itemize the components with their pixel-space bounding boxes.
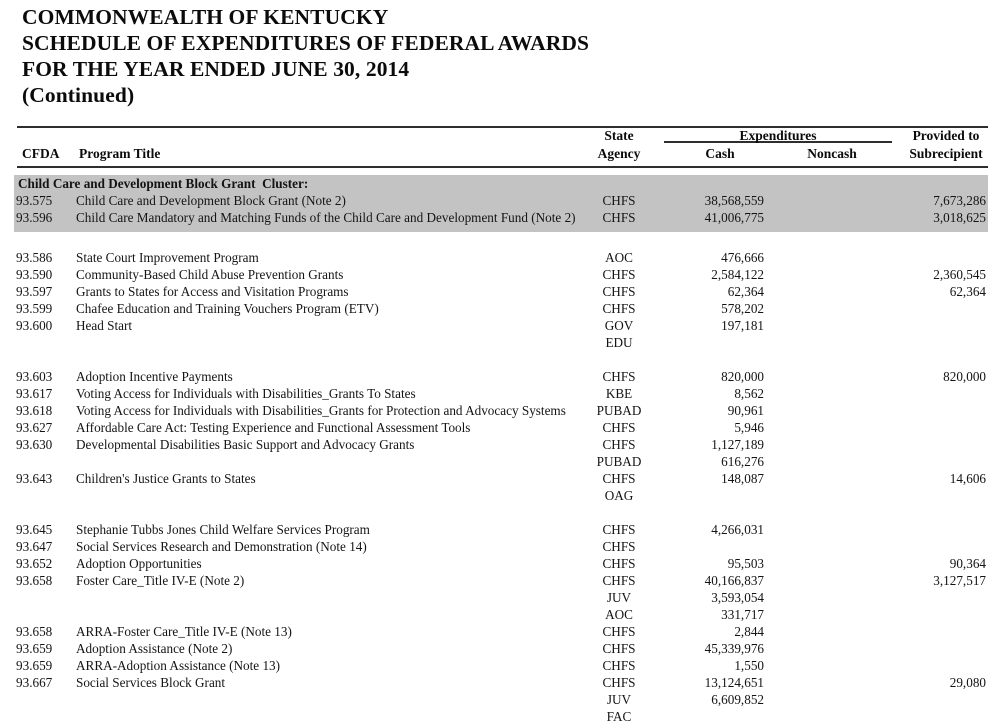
table-row <box>0 209 1002 226</box>
cell-cash: 8,562 <box>734 386 764 401</box>
cell-cfda: 93.603 <box>16 369 53 384</box>
column-header-provided-to: Provided to <box>912 128 980 143</box>
column-header-expenditures: Expenditures <box>739 128 817 143</box>
table-row <box>0 419 1002 436</box>
column-header-cfda: CFDA <box>22 146 60 161</box>
cell-cfda: 93.617 <box>16 386 53 401</box>
cell-cfda: 93.647 <box>16 539 53 554</box>
table-row <box>0 249 1002 266</box>
cell-state-agency: PUBAD <box>596 454 642 469</box>
column-header-cash: Cash <box>705 146 735 161</box>
table-row <box>0 555 1002 572</box>
cell-program-title: Affordable Care Act: Testing Experience and Functional Assessment Tools <box>76 420 471 435</box>
cell-state-agency: CHFS <box>602 573 636 588</box>
cell-state-agency: CHFS <box>602 193 636 208</box>
cell-cfda: 93.600 <box>16 318 53 333</box>
cell-provided-to-subrecipient: 3,127,517 <box>933 573 986 588</box>
cell-cash: 197,181 <box>721 318 764 333</box>
cell-provided-to-subrecipient: 820,000 <box>943 369 986 384</box>
cell-cfda: 93.596 <box>16 210 53 225</box>
cell-state-agency: CHFS <box>602 641 636 656</box>
cell-cfda: 93.586 <box>16 250 53 265</box>
title-line-3: FOR THE YEAR ENDED JUNE 30, 2014 <box>22 57 410 81</box>
cell-cash: 148,087 <box>721 471 764 486</box>
cell-cfda: 93.652 <box>16 556 53 571</box>
cell-state-agency: CHFS <box>602 284 636 299</box>
table-row <box>0 453 1002 470</box>
cell-program-title: Community-Based Child Abuse Prevention Grants <box>76 267 344 282</box>
cell-program-title: ARRA-Foster Care_Title IV-E (Note 13) <box>76 624 292 639</box>
table-row <box>0 402 1002 419</box>
cell-state-agency: CHFS <box>602 522 636 537</box>
cell-program-title: Adoption Incentive Payments <box>76 369 233 384</box>
cell-cash: 45,339,976 <box>704 641 764 656</box>
cell-state-agency: AOC <box>605 607 633 622</box>
table-row <box>0 385 1002 402</box>
table-row <box>0 317 1002 334</box>
table-row <box>0 606 1002 623</box>
cell-state-agency: OAG <box>604 488 634 503</box>
cell-provided-to-subrecipient: 2,360,545 <box>933 267 986 282</box>
cell-cfda: 93.658 <box>16 624 53 639</box>
cell-program-title: Grants to States for Access and Visitation Programs <box>76 284 349 299</box>
table-row <box>0 589 1002 606</box>
column-header-noncash: Noncash <box>807 146 857 161</box>
cell-cfda: 93.590 <box>16 267 53 282</box>
cell-program-title: Head Start <box>76 318 133 333</box>
table-row <box>0 538 1002 555</box>
cell-program-title: Developmental Disabilities Basic Support and Advocacy Grants <box>76 437 415 452</box>
title-line-2: SCHEDULE OF EXPENDITURES OF FEDERAL AWARDS <box>22 31 590 55</box>
cell-state-agency: CHFS <box>602 437 636 452</box>
cell-cash: 13,124,651 <box>704 675 764 690</box>
cell-program-title: Child Care Mandatory and Matching Funds of the Child Care and Development Fund (Note 2) <box>76 210 576 225</box>
cell-program-title: Foster Care_Title IV-E (Note 2) <box>76 573 245 588</box>
table-row <box>0 708 1002 725</box>
table-row <box>0 283 1002 300</box>
table-row <box>0 623 1002 640</box>
cell-state-agency: CHFS <box>602 301 636 316</box>
table-row <box>0 657 1002 674</box>
table-row <box>0 674 1002 691</box>
cell-cash: 4,266,031 <box>711 522 764 537</box>
cell-provided-to-subrecipient: 7,673,286 <box>933 193 986 208</box>
title-line-1: COMMONWEALTH OF KENTUCKY <box>22 5 389 29</box>
table-row <box>0 640 1002 657</box>
cell-cfda: 93.667 <box>16 675 53 690</box>
cell-program-title: ARRA-Adoption Assistance (Note 13) <box>76 658 281 673</box>
cell-state-agency: CHFS <box>602 471 636 486</box>
cell-provided-to-subrecipient: 3,018,625 <box>933 210 986 225</box>
cell-cash: 616,276 <box>721 454 764 469</box>
cell-cash: 41,006,775 <box>704 210 764 225</box>
cell-program-title: Adoption Assistance (Note 2) <box>76 641 233 656</box>
table-row-spacer <box>0 232 1002 249</box>
cell-state-agency: CHFS <box>602 658 636 673</box>
cell-cash: 1,127,189 <box>711 437 764 452</box>
cell-state-agency: CHFS <box>602 556 636 571</box>
column-header-subrecipient: Subrecipient <box>909 146 983 161</box>
cell-provided-to-subrecipient: 90,364 <box>949 556 986 571</box>
cell-program-title: Chafee Education and Training Vouchers Program (ETV) <box>76 301 379 316</box>
cell-cfda: 93.659 <box>16 658 53 673</box>
cell-cash: 331,717 <box>721 607 764 622</box>
cell-cfda: 93.643 <box>16 471 53 486</box>
cell-state-agency: PUBAD <box>596 403 642 418</box>
cell-cash: 3,593,054 <box>711 590 764 605</box>
table-row <box>0 334 1002 351</box>
cell-program-title: Social Services Research and Demonstration (Note 14) <box>76 539 367 554</box>
cell-state-agency: CHFS <box>602 624 636 639</box>
cell-state-agency: CHFS <box>602 267 636 282</box>
cell-provided-to-subrecipient: 14,606 <box>949 471 986 486</box>
title-line-4: (Continued) <box>22 83 135 107</box>
cell-cash: 476,666 <box>721 250 764 265</box>
table-row-spacer <box>0 504 1002 521</box>
table-row <box>0 266 1002 283</box>
cell-state-agency: KBE <box>605 386 633 401</box>
cell-provided-to-subrecipient: 29,080 <box>949 675 986 690</box>
table-row-spacer <box>0 351 1002 368</box>
cluster-heading-row <box>0 175 1002 192</box>
table-header-bottom-rule <box>17 166 988 168</box>
table-body <box>0 175 1002 725</box>
cell-cfda: 93.627 <box>16 420 53 435</box>
cell-cfda: 93.658 <box>16 573 53 588</box>
table-row <box>0 470 1002 487</box>
cell-state-agency: JUV <box>606 590 632 605</box>
cell-cash: 5,946 <box>734 420 764 435</box>
cell-cfda: 93.645 <box>16 522 53 537</box>
cell-state-agency: JUV <box>606 692 632 707</box>
cell-cfda: 93.630 <box>16 437 53 452</box>
cell-program-title: Adoption Opportunities <box>76 556 202 571</box>
cell-cash: 95,503 <box>727 556 764 571</box>
cell-cash: 6,609,852 <box>711 692 764 707</box>
table-row <box>0 436 1002 453</box>
table-row <box>0 300 1002 317</box>
cell-state-agency: GOV <box>604 318 634 333</box>
cell-program-title: Children's Justice Grants to States <box>76 471 256 486</box>
cell-program-title: Voting Access for Individuals with Disabilities_Grants To States <box>76 386 416 401</box>
cell-cash: 2,584,122 <box>711 267 764 282</box>
cell-program-title: Stephanie Tubbs Jones Child Welfare Services Program <box>76 522 370 537</box>
table-row <box>0 691 1002 708</box>
cell-cash: 578,202 <box>721 301 764 316</box>
cell-state-agency: FAC <box>606 709 632 724</box>
cell-cash: 40,166,837 <box>704 573 764 588</box>
cell-state-agency: AOC <box>605 250 633 265</box>
table-row <box>0 521 1002 538</box>
cell-cfda: 93.597 <box>16 284 53 299</box>
cell-state-agency: CHFS <box>602 675 636 690</box>
cluster-heading-label: Child Care and Development Block Grant Cluster: <box>18 176 309 191</box>
table-row <box>0 368 1002 385</box>
cell-state-agency: CHFS <box>602 210 636 225</box>
cell-cash: 90,961 <box>727 403 764 418</box>
cell-cfda: 93.575 <box>16 193 53 208</box>
cell-cfda: 93.599 <box>16 301 53 316</box>
cell-state-agency: CHFS <box>602 420 636 435</box>
cell-cfda: 93.659 <box>16 641 53 656</box>
cell-program-title: Social Services Block Grant <box>76 675 226 690</box>
column-header-program-title: Program Title <box>79 146 161 161</box>
column-header-state: State <box>604 128 634 143</box>
cell-program-title: Child Care and Development Block Grant (Note 2) <box>76 193 346 208</box>
cell-program-title: Voting Access for Individuals with Disabilities_Grants for Protection and Advocacy Systems <box>76 403 566 418</box>
cell-cash: 62,364 <box>727 284 764 299</box>
cell-state-agency: EDU <box>605 335 633 350</box>
column-header-agency: Agency <box>597 146 641 161</box>
cell-program-title: State Court Improvement Program <box>76 250 259 265</box>
cell-cash: 38,568,559 <box>704 193 764 208</box>
cell-state-agency: CHFS <box>602 369 636 384</box>
table-row <box>0 572 1002 589</box>
cell-provided-to-subrecipient: 62,364 <box>949 284 986 299</box>
cell-state-agency: CHFS <box>602 539 636 554</box>
cell-cfda: 93.618 <box>16 403 53 418</box>
cell-cash: 820,000 <box>721 369 764 384</box>
table-row <box>0 487 1002 504</box>
cell-cash: 2,844 <box>734 624 764 639</box>
table-row <box>0 192 1002 209</box>
cell-cash: 1,550 <box>734 658 764 673</box>
